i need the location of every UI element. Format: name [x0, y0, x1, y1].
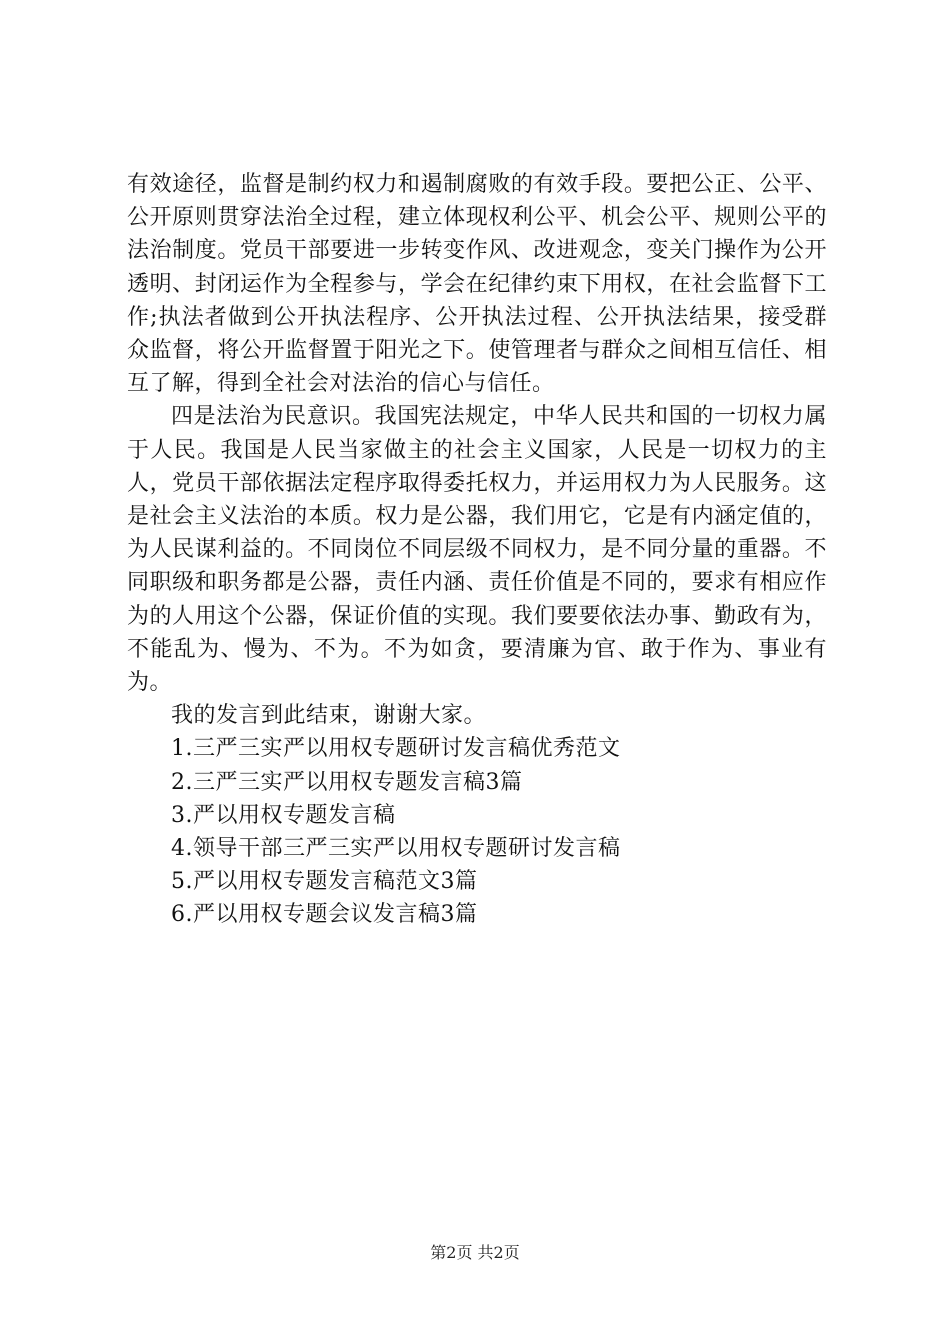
page-number-footer: 第2页 共2页 — [430, 1243, 520, 1262]
document-body — [127, 168, 827, 932]
list-item[interactable]: 1.三严三实严以用权专题研讨发言稿优秀范文 — [171, 736, 621, 762]
paragraph-2: 四是法治为民意识。我国宪法规定，中华人民共和国的一切权力属于人民。我国是人民当家做主的社会主义国家，人民是一切权力的主人，党员干部依据法定程序取得委托权力，并运用权力为人民服务。这是社会主义法治的本质。权力是公器，我们用它，它是有内涵定值的，为人民谋利益的。不同岗位不同层级不同权力，是不同分量的重器。不同职级和职务都是公器，责任内涵、责任价值是不同的，要求有相应作为的人用这个公器，保证价值的实现。我们要要依法办事、勤政有为，不能乱为、慢为、不为。不为如贪，要清廉为官、敢于作为、事业有为。 — [127, 404, 827, 696]
paragraph-closing: 我的发言到此结束，谢谢大家。 — [171, 703, 487, 729]
list-item[interactable]: 5.严以用权专题发言稿范文3篇 — [171, 869, 478, 895]
list-item[interactable]: 6.严以用权专题会议发言稿3篇 — [171, 902, 478, 928]
related-articles-list — [127, 732, 827, 931]
list-item[interactable]: 2.三严三实严以用权专题发言稿3篇 — [171, 769, 523, 795]
list-item[interactable]: 4.领导干部三严三实严以用权专题研讨发言稿 — [171, 836, 621, 862]
paragraph-1: 有效途径，监督是制约权力和遏制腐败的有效手段。要把公正、公平、公开原则贯穿法治全过程，建立体现权利公平、机会公平、规则公平的法治制度。党员干部要进一步转变作风、改进观念，变关门操作为公开透明、封闭运作为全程参与，学会在纪律约束下用权，在社会监督下工作;执法者做到公开执法程序、公开执法过程、公开执法结果，接受群众监督，将公开监督置于阳光之下。使管理者与群众之间相互信任、相互了解，得到全社会对法治的信心与信任。 — [127, 172, 827, 397]
list-item[interactable]: 3.严以用权专题发言稿 — [171, 802, 396, 828]
